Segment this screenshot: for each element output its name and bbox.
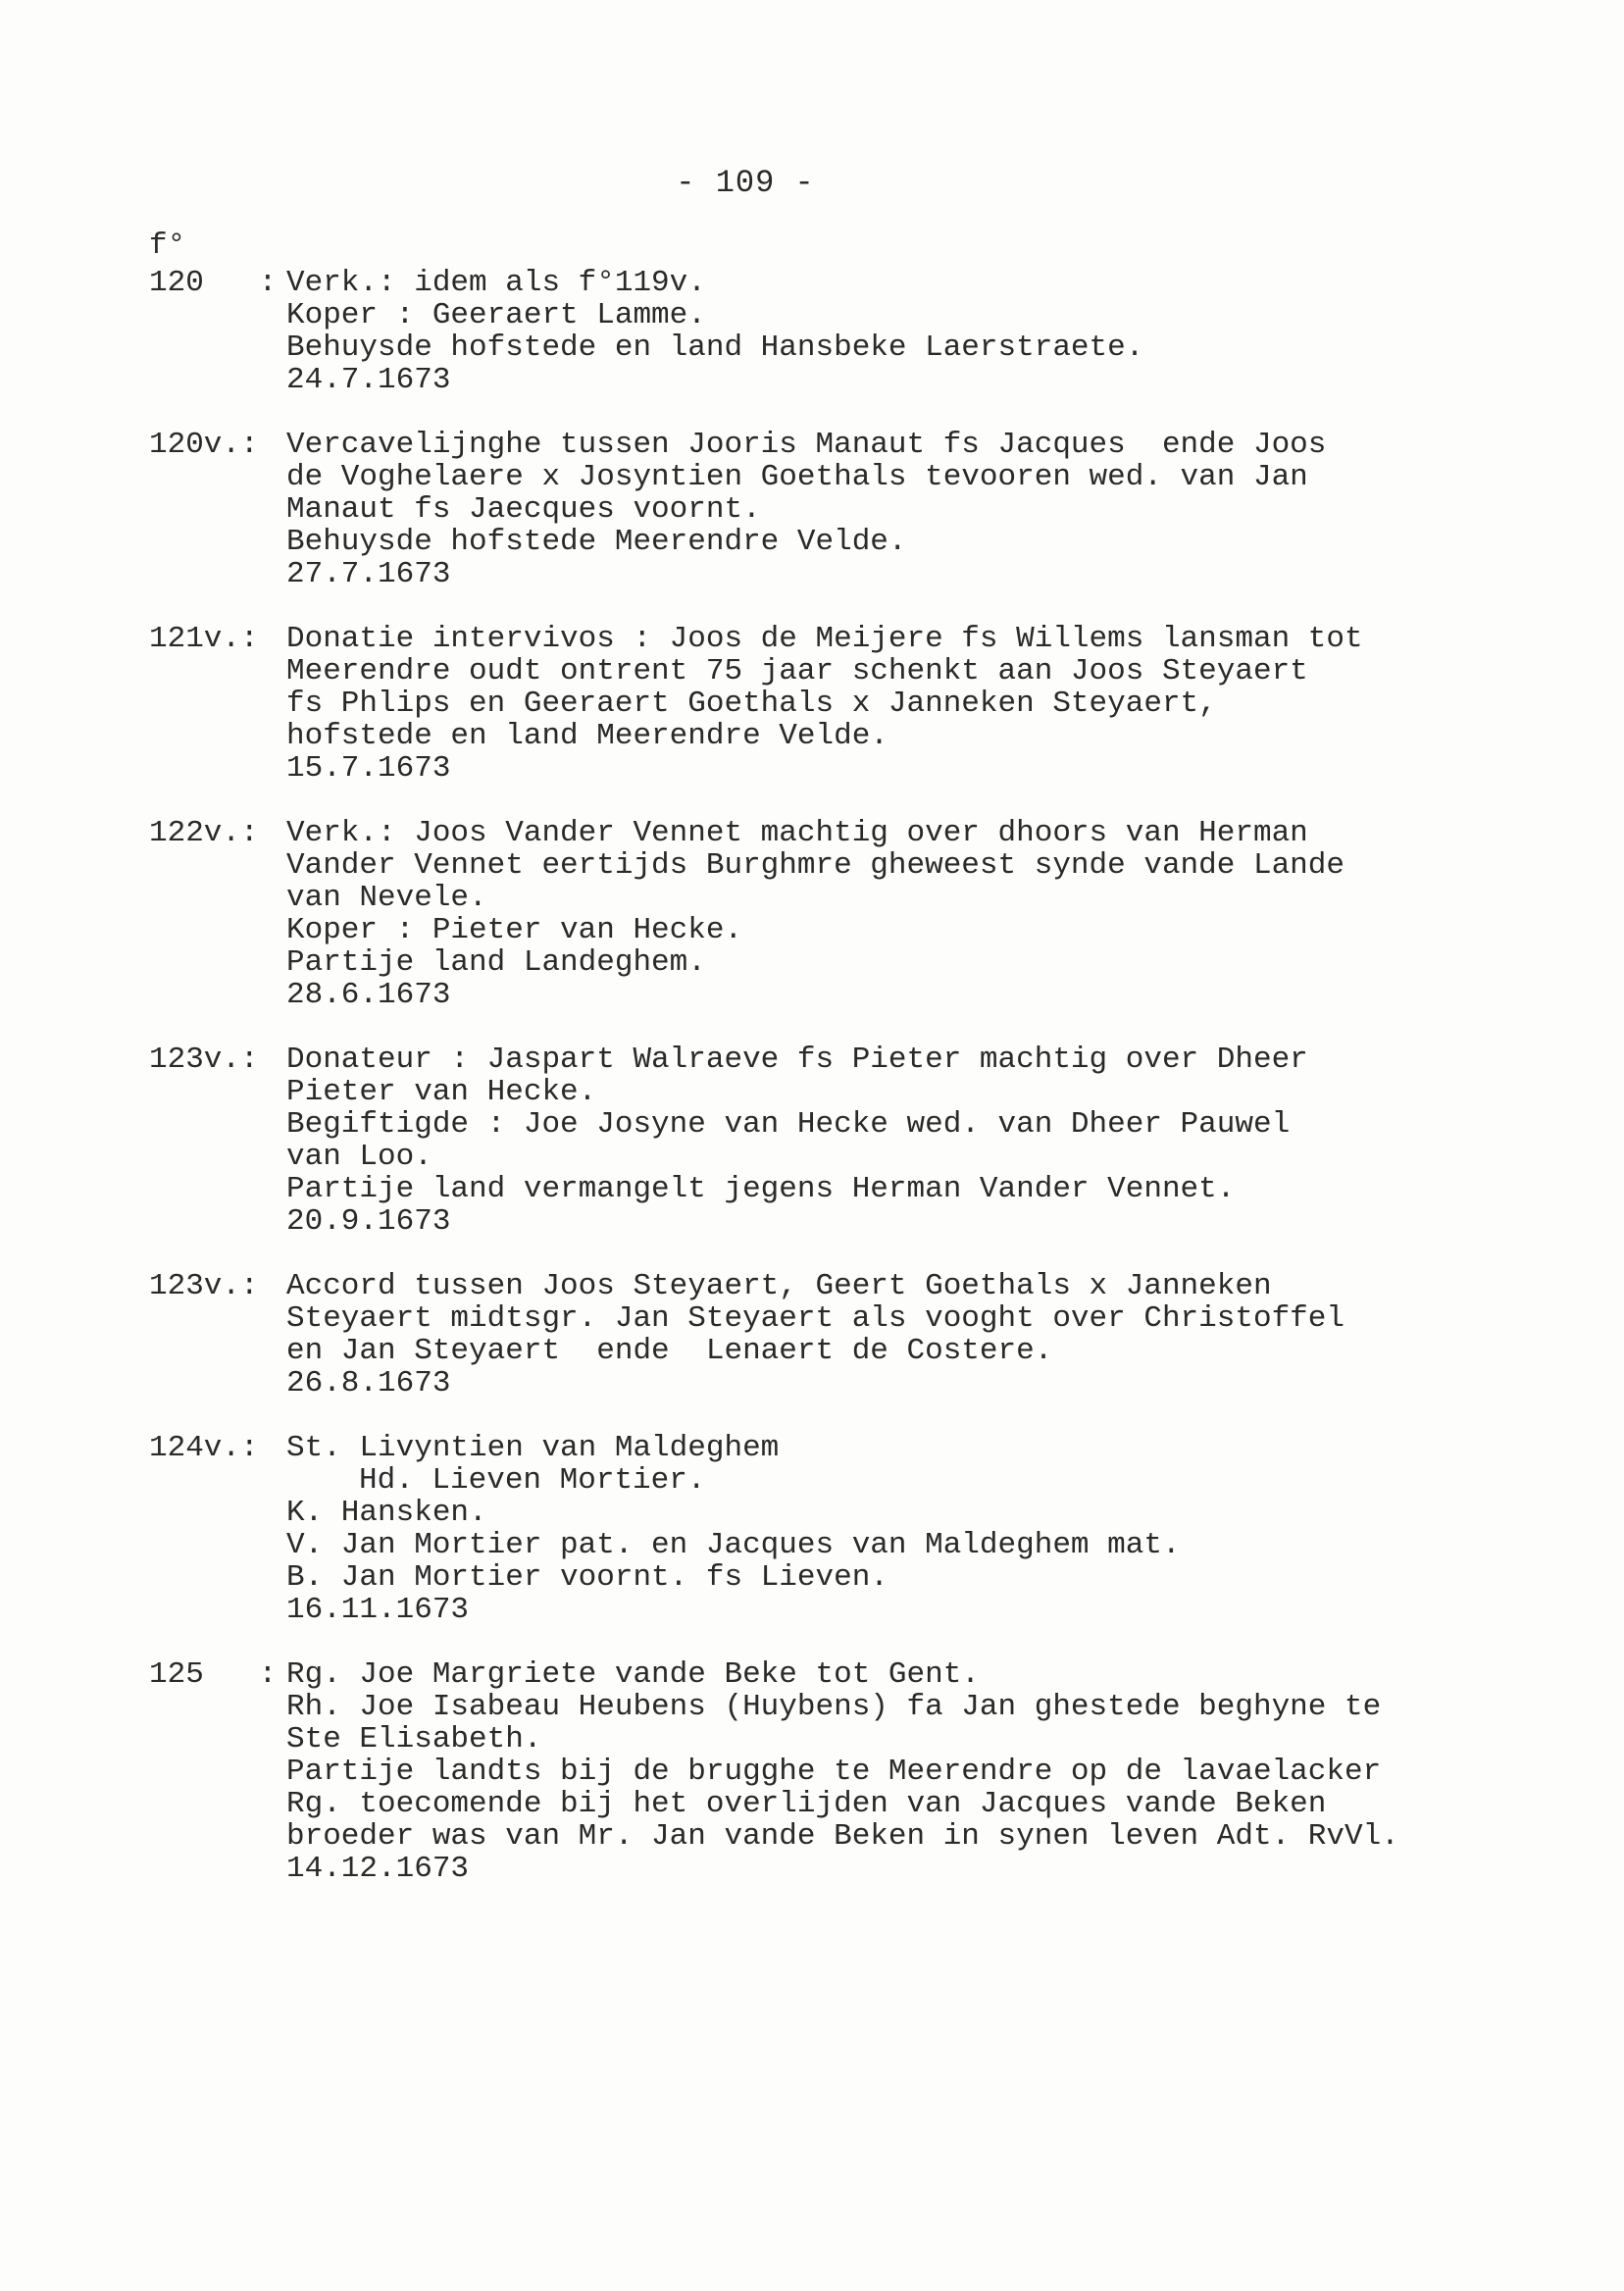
entry-line: Donatie intervivos : Joos de Meijere fs Willems lansman tot bbox=[286, 622, 1363, 656]
entry-line: St. Livyntien van Maldeghem bbox=[286, 1431, 780, 1465]
entry-line: Behuysde hofstede en land Hansbeke Laerstraete. bbox=[286, 331, 1144, 365]
entry-line: Steyaert midtsgr. Jan Steyaert als vooght over Christoffel bbox=[286, 1301, 1345, 1336]
entry-line: 16.11.1673 bbox=[286, 1593, 470, 1627]
folio-entry bbox=[0, 817, 1624, 1011]
entry-line: 28.6.1673 bbox=[286, 978, 451, 1012]
entry-line: 20.9.1673 bbox=[286, 1204, 451, 1239]
entry-line: broeder was van Mr. Jan vande Beken in synen leven Adt. RvVl. bbox=[286, 1819, 1399, 1854]
entry-line: de Voghelaere x Josyntien Goethals tevooren wed. van Jan bbox=[286, 460, 1308, 494]
entry-line: Koper : Geeraert Lamme. bbox=[286, 298, 706, 332]
entry-line: K. Hansken. bbox=[286, 1496, 487, 1530]
entry-line: Koper : Pieter van Hecke. bbox=[286, 913, 743, 947]
entry-text bbox=[286, 817, 1600, 1011]
entry-line: Ste Elisabeth. bbox=[286, 1722, 542, 1756]
entry-line: Rg. toecomende bij het overlijden van Jacques vande Beken bbox=[286, 1787, 1327, 1821]
folio-entry bbox=[0, 1044, 1624, 1238]
entry-line: Vander Vennet eertijds Burghmre gheweest synde vande Lande bbox=[286, 848, 1345, 883]
entry-line: 26.8.1673 bbox=[286, 1366, 451, 1400]
entry-line: Manaut fs Jaecques voornt. bbox=[286, 492, 761, 527]
entry-line: 27.7.1673 bbox=[286, 557, 451, 591]
entry-text bbox=[286, 1658, 1600, 1885]
folio-reference: 125 : bbox=[149, 1657, 278, 1692]
entry-line: V. Jan Mortier pat. en Jacques van Maldeghem mat. bbox=[286, 1528, 1181, 1562]
folio-reference: 120 : bbox=[149, 266, 278, 300]
entry-line: Accord tussen Joos Steyaert, Geert Goethals x Janneken bbox=[286, 1269, 1272, 1303]
folio-entry bbox=[0, 1270, 1624, 1400]
entry-line: van Nevele. bbox=[286, 881, 487, 915]
folio-label: f° bbox=[149, 229, 186, 263]
entry-line: 15.7.1673 bbox=[286, 751, 451, 786]
entry-line: Verk.: idem als f°119v. bbox=[286, 266, 706, 300]
folio-reference: 124v.: bbox=[149, 1431, 259, 1465]
entry-line: van Loo. bbox=[286, 1140, 432, 1174]
folio-reference: 122v.: bbox=[149, 816, 259, 850]
entry-line: Hd. Lieven Mortier. bbox=[359, 1463, 706, 1498]
entry-line: 14.12.1673 bbox=[286, 1852, 470, 1886]
folio-reference: 123v.: bbox=[149, 1269, 259, 1303]
entry-line: 24.7.1673 bbox=[286, 363, 451, 397]
folio-reference: 121v.: bbox=[149, 622, 259, 656]
entry-line: Meerendre oudt ontrent 75 jaar schenkt aan Joos Steyaert bbox=[286, 654, 1308, 688]
folio-reference: 120v.: bbox=[149, 428, 259, 462]
folio-entry bbox=[0, 267, 1624, 396]
entry-line: en Jan Steyaert ende Lenaert de Costere. bbox=[286, 1334, 1053, 1368]
entry-line: Pieter van Hecke. bbox=[286, 1075, 597, 1109]
entry-line: B. Jan Mortier voornt. fs Lieven. bbox=[286, 1560, 888, 1595]
entry-text bbox=[286, 267, 1600, 396]
entry-line: Vercavelijnghe tussen Jooris Manaut fs Jacques ende Joos bbox=[286, 428, 1327, 462]
entry-line: Rh. Joe Isabeau Heubens (Huybens) fa Jan ghestede beghyne te bbox=[286, 1690, 1382, 1724]
folio-entry bbox=[0, 623, 1624, 785]
entry-line: Verk.: Joos Vander Vennet machtig over dhoors van Herman bbox=[286, 816, 1308, 850]
folio-entry bbox=[0, 1658, 1624, 1885]
folio-entry bbox=[0, 429, 1624, 590]
folio-reference: 123v.: bbox=[149, 1043, 259, 1077]
entry-line: Partije land Landeghem. bbox=[286, 945, 706, 980]
folio-entry bbox=[0, 1432, 1624, 1626]
entry-text bbox=[286, 623, 1600, 785]
entry-line: Rg. Joe Margriete vande Beke tot Gent. bbox=[286, 1657, 980, 1692]
entry-text bbox=[286, 1432, 1600, 1626]
entry-list bbox=[0, 267, 1624, 1917]
entry-line: Begiftigde : Joe Josyne van Hecke wed. van Dheer Pauwel bbox=[286, 1107, 1291, 1142]
entry-line: Donateur : Jaspart Walraeve fs Pieter machtig over Dheer bbox=[286, 1043, 1308, 1077]
entry-text bbox=[286, 1270, 1600, 1400]
entry-text bbox=[286, 1044, 1600, 1238]
entry-line: Behuysde hofstede Meerendre Velde. bbox=[286, 525, 907, 559]
entry-text bbox=[286, 429, 1600, 590]
entry-line: hofstede en land Meerendre Velde. bbox=[286, 719, 888, 753]
entry-line: Partije land vermangelt jegens Herman Vander Vennet. bbox=[286, 1172, 1236, 1206]
page-number: - 109 - bbox=[676, 165, 815, 201]
entry-line: fs Phlips en Geeraert Goethals x Janneken Steyaert, bbox=[286, 687, 1217, 721]
entry-line: Partije landts bij de brugghe te Meerendre op de lavaelacker bbox=[286, 1755, 1382, 1789]
